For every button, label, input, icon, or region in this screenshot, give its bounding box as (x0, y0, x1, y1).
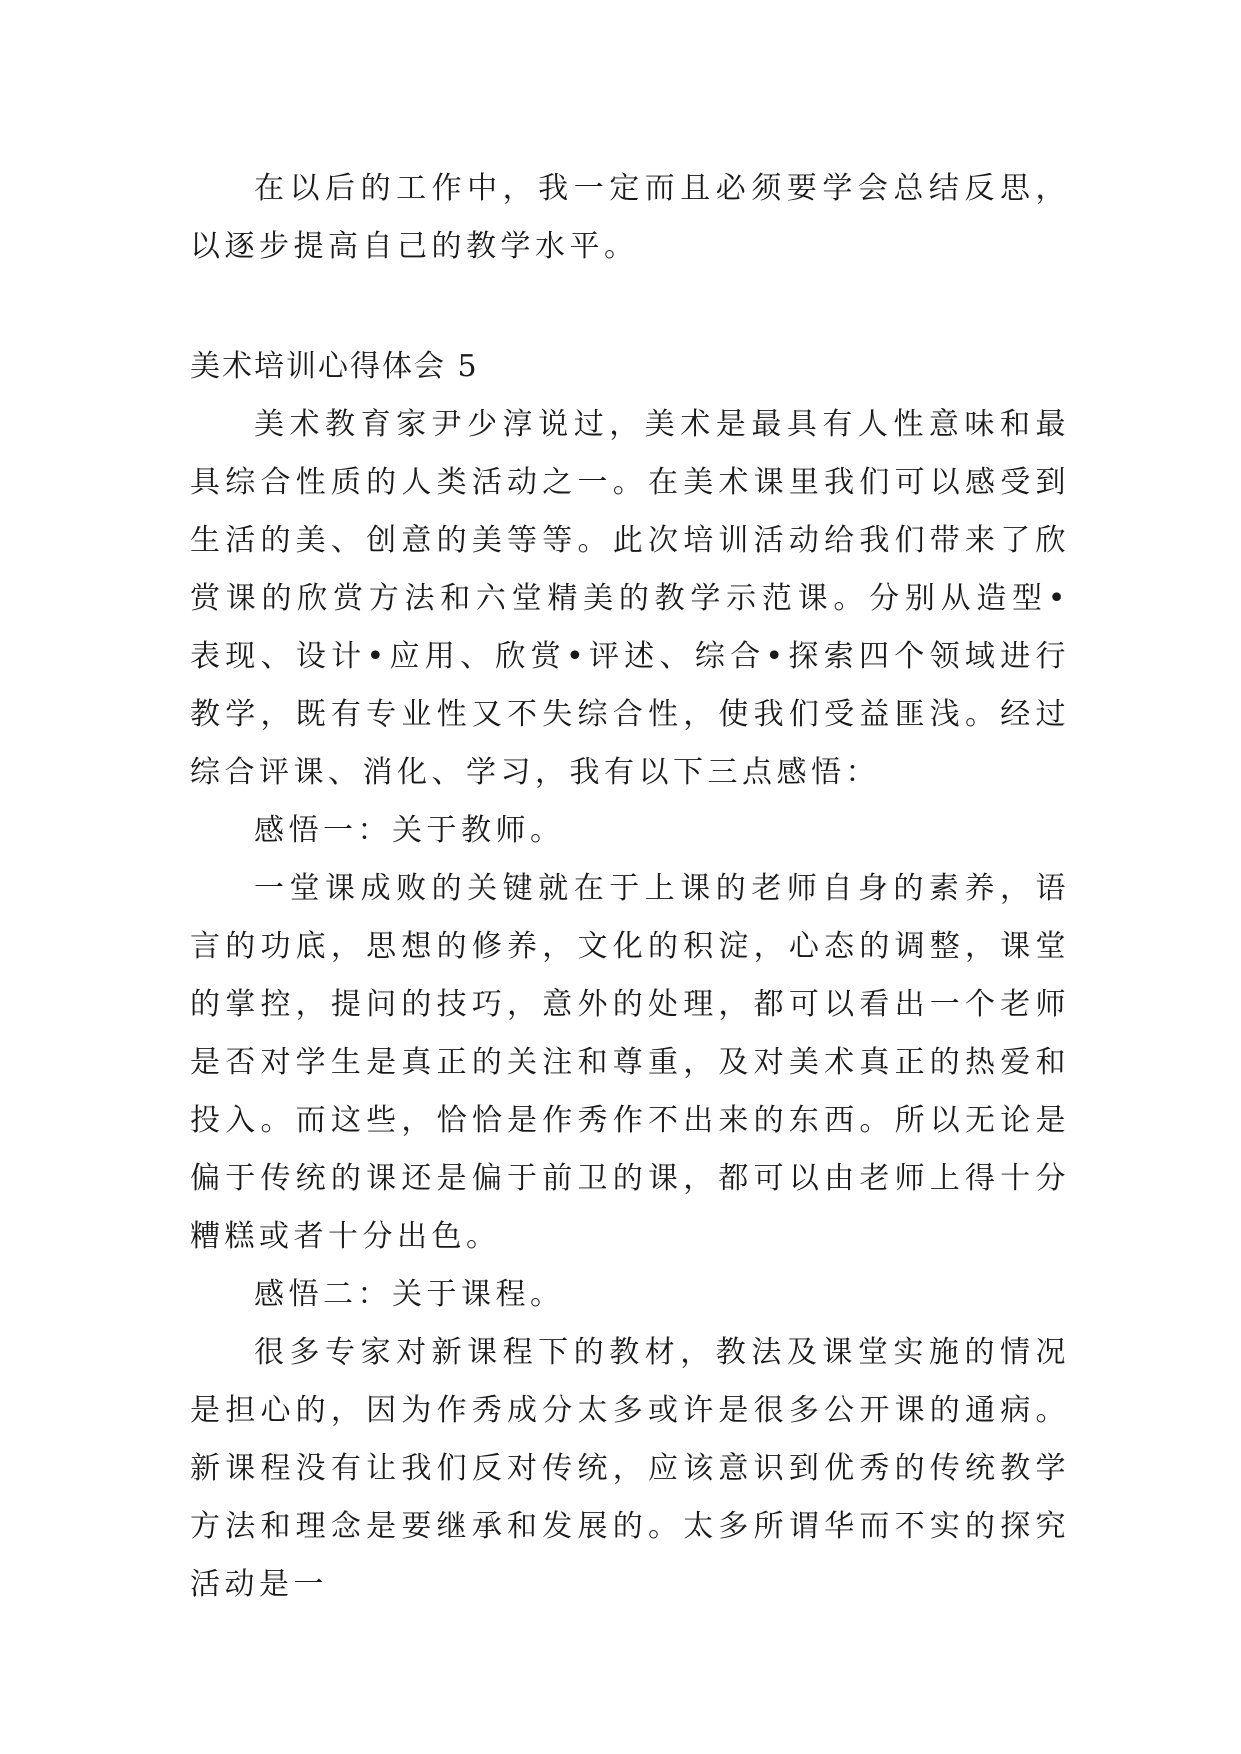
document-body (190, 160, 1070, 1614)
paragraph-insight-two-heading: 感悟二：关于课程。 (254, 1277, 565, 1312)
section-spacer (190, 276, 1070, 338)
paragraph-insight-two-body: 很多专家对新课程下的教材，教法及课堂实施的情况是担心的，因为作秀成分太多或许是很多公开课的通病。新课程没有让我们反对传统，应该意识到优秀的传统教学方法和理念是要继承和发展的。太多所谓华而不实的探究活动是一 (190, 1335, 1070, 1602)
paragraph-quote: 美术教育家尹少淳说过，美术是最具有人性意味和最具综合性质的人类活动之一。在美术课里我们可以感受到生活的美、创意的美等等。此次培训活动给我们带来了欣赏课的欣赏方法和六堂精美的教学示范课。分别从造型•表现、设计•应用、欣赏•评述、综合•探索四个领域进行教学，既有专业性又不失综合性，使我们受益匪浅。经过综合评课、消化、学习，我有以下三点感悟： (190, 407, 1070, 790)
paragraph-insight-one-body: 一堂课成败的关键就在于上课的老师自身的素养，语言的功底，思想的修养，文化的积淀，心态的调整，课堂的掌控，提问的技巧，意外的处理，都可以看出一个老师是否对学生是真正的关注和尊重，及对美术真正的热爱和投入。而这些，恰恰是作秀作不出来的东西。所以无论是偏于传统的课还是偏于前卫的课，都可以由老师上得十分糟糕或者十分出色。 (190, 871, 1070, 1254)
section-heading: 美术培训心得体会 5 (190, 349, 479, 384)
paragraph-insight-one-heading: 感悟一：关于教师。 (254, 813, 565, 848)
intro-paragraph: 在以后的工作中，我一定而且必须要学会总结反思，以逐步提高自己的教学水平。 (190, 171, 1070, 264)
